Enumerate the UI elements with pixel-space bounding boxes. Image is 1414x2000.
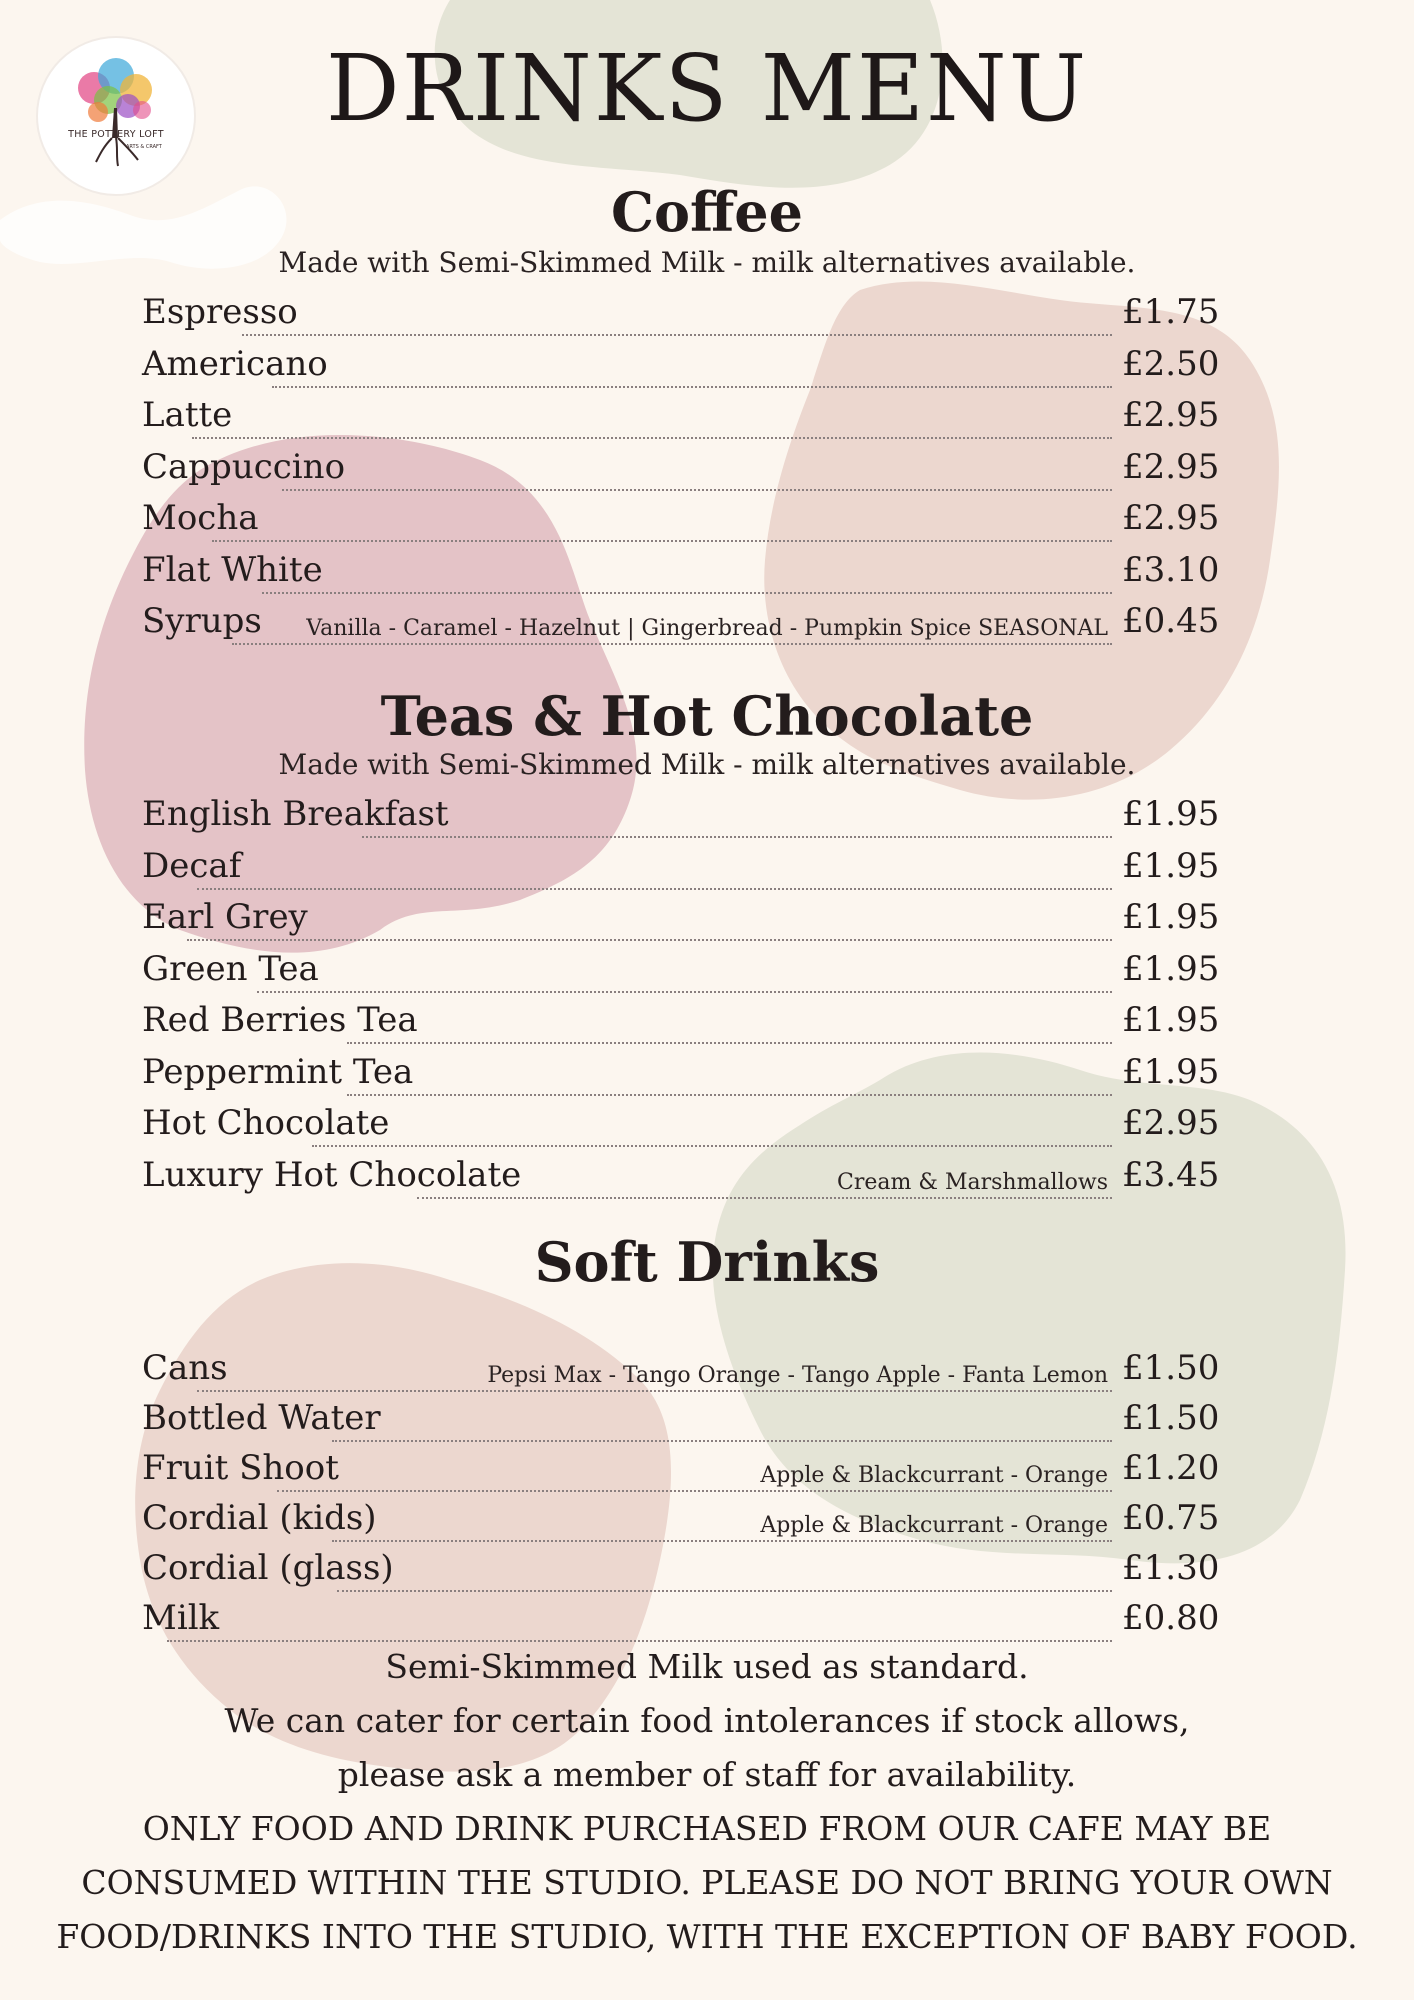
menu-item-row (142, 548, 1222, 596)
soft-drinks-section-title: Soft Drinks (534, 1230, 880, 1294)
dotted-leader-line (197, 1390, 1112, 1392)
menu-item-name: Cordial (glass) (142, 1548, 394, 1588)
dotted-leader-line (272, 386, 1112, 388)
menu-item-row (142, 1050, 1222, 1098)
dotted-leader-line (282, 489, 1112, 491)
menu-item-price: £1.95 (1122, 948, 1220, 989)
menu-item-price: £3.45 (1122, 1154, 1220, 1195)
menu-item-row (142, 290, 1222, 338)
menu-item-row (142, 792, 1222, 840)
menu-item-price: £2.95 (1122, 498, 1220, 538)
menu-item-row (142, 844, 1222, 892)
menu-item-price: £2.95 (1122, 1103, 1220, 1143)
dotted-leader-line (312, 1145, 1112, 1147)
dotted-leader-line (197, 888, 1112, 890)
menu-item-price: £1.95 (1122, 897, 1220, 937)
menu-item-note: Apple & Blackcurrant - Orange (760, 1513, 1108, 1538)
menu-item-name: Luxury Hot Chocolate (142, 1154, 522, 1195)
menu-item-name: Latte (142, 395, 233, 435)
logo-tagline: ARTS & CRAFT (126, 144, 162, 150)
menu-item-name: Cans (142, 1348, 228, 1388)
menu-item-name: Hot Chocolate (142, 1103, 390, 1143)
menu-item-name: Green Tea (142, 948, 319, 989)
menu-item-price: £1.95 (1122, 1051, 1220, 1092)
menu-item-row (142, 1346, 1222, 1394)
menu-item-price: £1.95 (1122, 1000, 1220, 1040)
menu-item-price: £1.95 (1122, 845, 1220, 886)
dotted-leader-line (212, 540, 1112, 542)
page-title: DRINKS MENU (325, 35, 1089, 142)
menu-item-row (142, 1396, 1222, 1444)
dotted-leader-line (192, 437, 1112, 439)
menu-item-price: £1.75 (1122, 292, 1220, 332)
footer-line-2: We can cater for certain food intolerances if stock allows, (224, 1701, 1190, 1740)
menu-item-name: Earl Grey (142, 897, 308, 937)
menu-item-name: Red Berries Tea (142, 1000, 418, 1040)
teas-section-title: Teas & Hot Chocolate (380, 684, 1034, 748)
dotted-leader-line (417, 1197, 1112, 1199)
coffee-subtitle: Made with Semi-Skimmed Milk - milk alternatives available. (278, 246, 1136, 279)
menu-item-name: English Breakfast (142, 794, 449, 834)
menu-item-row (142, 998, 1222, 1046)
dotted-leader-line (242, 334, 1112, 336)
menu-item-price: £0.45 (1122, 601, 1220, 641)
menu-item-price: £2.95 (1122, 395, 1220, 435)
menu-item-price: £1.95 (1122, 794, 1220, 834)
menu-item-name: Cordial (kids) (142, 1498, 377, 1538)
menu-item-price: £0.80 (1122, 1598, 1220, 1638)
dotted-leader-line (257, 991, 1112, 993)
menu-item-name: Mocha (142, 498, 259, 538)
menu-item-price: £0.75 (1122, 1498, 1220, 1538)
menu-item-price: £1.30 (1122, 1548, 1220, 1588)
footer-line-1: Semi-Skimmed Milk used as standard. (385, 1647, 1029, 1686)
menu-item-name: Peppermint Tea (142, 1051, 414, 1092)
dotted-leader-line (262, 592, 1112, 594)
dotted-leader-line (332, 1540, 1112, 1542)
menu-item-name: Americano (142, 343, 328, 384)
dotted-leader-line (347, 1094, 1112, 1096)
menu-item-row (142, 393, 1222, 441)
menu-item-name: Cappuccino (142, 446, 346, 487)
menu-item-name: Espresso (142, 292, 298, 332)
dotted-leader-line (277, 1490, 1112, 1492)
menu-item-row (142, 496, 1222, 544)
menu-item-price: £1.50 (1122, 1398, 1220, 1438)
menu-item-row (142, 1596, 1222, 1644)
menu-item-row (142, 599, 1222, 647)
menu-item-note: Cream & Marshmallows (837, 1169, 1108, 1195)
menu-item-name: Syrups (142, 601, 262, 641)
menu-item-name: Flat White (142, 549, 323, 590)
menu-item-price: £1.50 (1122, 1348, 1220, 1388)
menu-item-row (142, 947, 1222, 995)
menu-item-name: Milk (142, 1598, 220, 1638)
teas-subtitle: Made with Semi-Skimmed Milk - milk alternatives available. (278, 748, 1136, 781)
menu-item-price: £3.10 (1122, 549, 1220, 590)
menu-item-row (142, 342, 1222, 390)
menu-item-note: Vanilla - Caramel - Hazelnut | Gingerbread - Pumpkin Spice SEASONAL (306, 616, 1108, 641)
menu-item-name: Fruit Shoot (142, 1448, 339, 1488)
menu-item-name: Decaf (142, 845, 242, 886)
dotted-leader-line (337, 1590, 1112, 1592)
dotted-leader-line (362, 836, 1112, 838)
menu-item-note: Apple & Blackcurrant - Orange (760, 1463, 1108, 1488)
dotted-leader-line (232, 643, 1112, 645)
menu-item-row (142, 895, 1222, 943)
footer-line-3: please ask a member of staff for availability. (337, 1755, 1077, 1794)
menu-item-name: Bottled Water (142, 1398, 381, 1438)
menu-item-price: £2.95 (1122, 446, 1220, 487)
menu-item-row (142, 1153, 1222, 1201)
menu-item-row (142, 445, 1222, 493)
menu-item-note: Pepsi Max - Tango Orange - Tango Apple - Fanta Lemon (487, 1363, 1108, 1388)
menu-item-price: £1.20 (1122, 1448, 1220, 1488)
food-policy-notice: ONLY FOOD AND DRINK PURCHASED FROM OUR CAFE MAY BE CONSUMED WITHIN THE STUDIO. PLEASE DO NOT BRING YOUR OWN FOOD/DRINKS INTO THE STUDIO, WITH THE EXCEPTION OF BABY FOOD. (56, 1809, 1358, 1956)
dotted-leader-line (347, 1042, 1112, 1044)
menu-item-price: £2.50 (1122, 343, 1220, 384)
dotted-leader-line (187, 939, 1112, 941)
dotted-leader-line (332, 1440, 1112, 1442)
menu-item-row (142, 1446, 1222, 1494)
menu-item-row (142, 1101, 1222, 1149)
logo-name: THE POTTERY LOFT (68, 129, 164, 140)
menu-item-row (142, 1546, 1222, 1594)
coffee-section-title: Coffee (610, 180, 804, 244)
menu-item-row (142, 1496, 1222, 1544)
